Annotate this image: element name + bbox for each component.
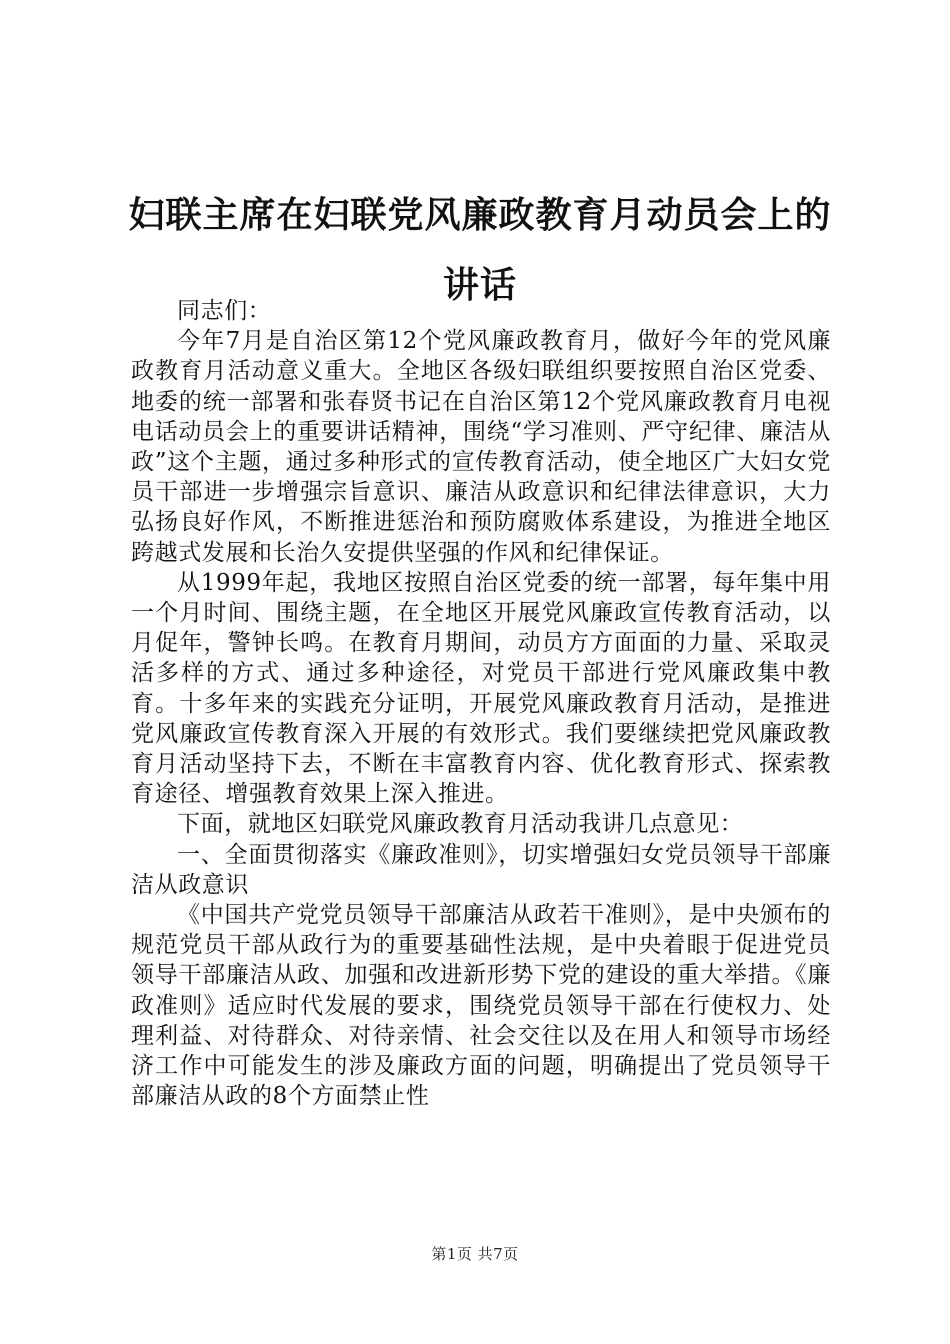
paragraph: 《中国共产党党员领导干部廉洁从政若干准则》，是中央颁布的规范党员干部从政行为的重要基础性法规，是中央着眼于促进党员领导干部廉洁从政、加强和改进新形势下党的建设的重大举措。《廉政准则》适应时代发展的要求，围绕党员领导干部在行使权力、处理利益、对待群众、对待亲情、社会交往以及在用人和领导市场经济工作中可能发生的涉及廉政方面的问题，明确提出了党员领导干部廉洁从政的8个方面禁止性: [131, 902, 831, 1110]
paragraph: 从1999年起，我地区按照自治区党委的统一部署，每年集中用一个月时间、围绕主题，在全地区开展党风廉政宣传教育活动，以月促年，警钟长鸣。在教育月期间，动员方方面面的力量、采取灵活多样的方式、通过多种途径，对党员干部进行党风廉政集中教育。十多年来的实践充分证明，开展党风廉政教育月活动，是推进党风廉政宣传教育深入开展的有效形式。我们要继续把党风廉政教育月活动坚持下去，不断在丰富教育内容、优化教育形式、探索教育途径、增强教育效果上深入推进。: [131, 569, 831, 808]
page-footer: 第1页 共7页: [431, 1245, 519, 1263]
paragraph: 今年7月是自治区第12个党风廉政教育月，做好今年的党风廉政教育月活动意义重大。全地区各级妇联组织要按照自治区党委、地委的统一部署和张春贤书记在自治区第12个党风廉政教育月电视电话动员会上的重要讲话精神，围绕“学习准则、严守纪律、廉洁从政”这个主题，通过多种形式的宣传教育活动，使全地区广大妇女党员干部进一步增强宗旨意识、廉洁从政意识和纪律法律意识，大力弘扬良好作风，不断推进惩治和预防腐败体系建设，为推进全地区跨越式发展和长治久安提供坚强的作风和纪律保证。: [131, 328, 831, 566]
section-heading: 一、全面贯彻落实《廉政准则》，切实增强妇女党员领导干部廉洁从政意识: [131, 841, 831, 898]
document-body: [131, 296, 831, 1111]
greeting: 同志们：: [177, 298, 272, 324]
paragraph: 下面，就地区妇联党风廉政教育月活动我讲几点意见：: [177, 811, 744, 838]
document-title: 妇联主席在妇联党风廉政教育月动员会上的讲话: [128, 194, 832, 306]
